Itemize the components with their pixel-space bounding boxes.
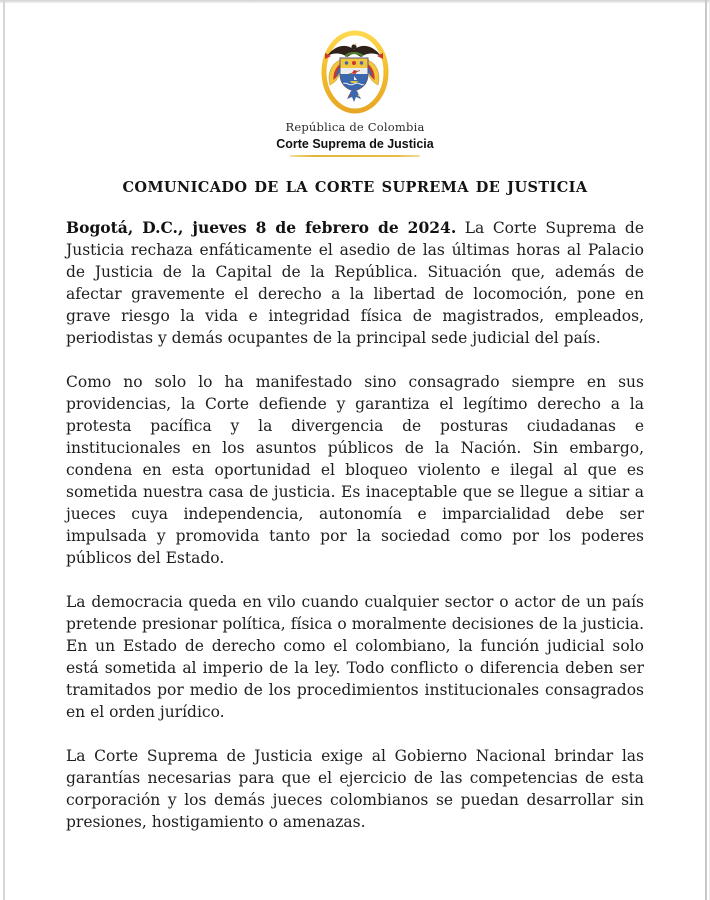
letterhead-gold-rule — [290, 155, 420, 157]
communique-body — [66, 217, 644, 833]
paragraph-2-text: Como no solo lo ha manifestado sino consagrado siempre en sus providencias, la Corte defiende y garantiza el legítimo derecho a la protesta pacífica y la divergencia de posturas ciudadanas e institucionales en los asuntos públicos de la Nación. Sin embargo, condena en esta oportunidad el bloqueo violento e ilegal al que es sometida nuestra casa de justicia. Es inaceptable que se llegue a sitiar a jueces cuya independencia, autonomía e imparcialidad debe ser impulsada y promovida tanto por la sociedad como por los poderes públicos del Estado. — [66, 373, 644, 567]
letterhead — [0, 0, 710, 157]
photo-edge-left — [3, 0, 5, 900]
paragraph-4 — [66, 745, 644, 833]
colombia-coat-of-arms-icon — [320, 30, 390, 114]
republic-label: República de Colombia — [285, 120, 425, 134]
paragraph-4-text: La Corte Suprema de Justicia exige al Gobierno Nacional brindar las garantías necesarias para que el ejercicio de las competencias de esta corporación y los demás jueces colombianos se puedan desarrollar sin presiones, hostigamiento o amenazas. — [66, 747, 644, 831]
paragraph-2 — [66, 371, 644, 569]
photo-edge-right — [705, 0, 707, 900]
paragraph-3-text: La democracia queda en vilo cuando cualquier sector o actor de un país pretende presionar política, física o moralmente decisiones de la justicia. En un Estado de derecho como el colombiano, la función judicial solo está sometida al imperio de la ley. Todo conflicto o diferencia deben ser tramitados por medio de los procedimientos institucionales consagrados en el orden jurídico. — [66, 593, 644, 721]
paragraph-1 — [66, 217, 644, 349]
photo-edge-top — [0, 0, 710, 3]
court-name-label: Corte Suprema de Justicia — [276, 136, 434, 151]
paragraph-1-text: La Corte Suprema de Justicia rechaza enfáticamente el asedio de las últimas horas al Palacio de Justicia de la Capital de la República. Situación que, además de afectar gravemente el derecho a la libertad de locomoción, pone en grave riesgo la vida e integridad física de magistrados, empleados, periodistas y demás ocupantes de la principal sede judicial del país. — [66, 219, 644, 347]
communique-title: COMUNICADO DE LA CORTE SUPREMA DE JUSTICIA — [122, 179, 588, 196]
paragraph-3 — [66, 591, 644, 723]
paragraph-1-date-lead: Bogotá, D.C., jueves 8 de febrero de 2024. — [66, 218, 457, 237]
